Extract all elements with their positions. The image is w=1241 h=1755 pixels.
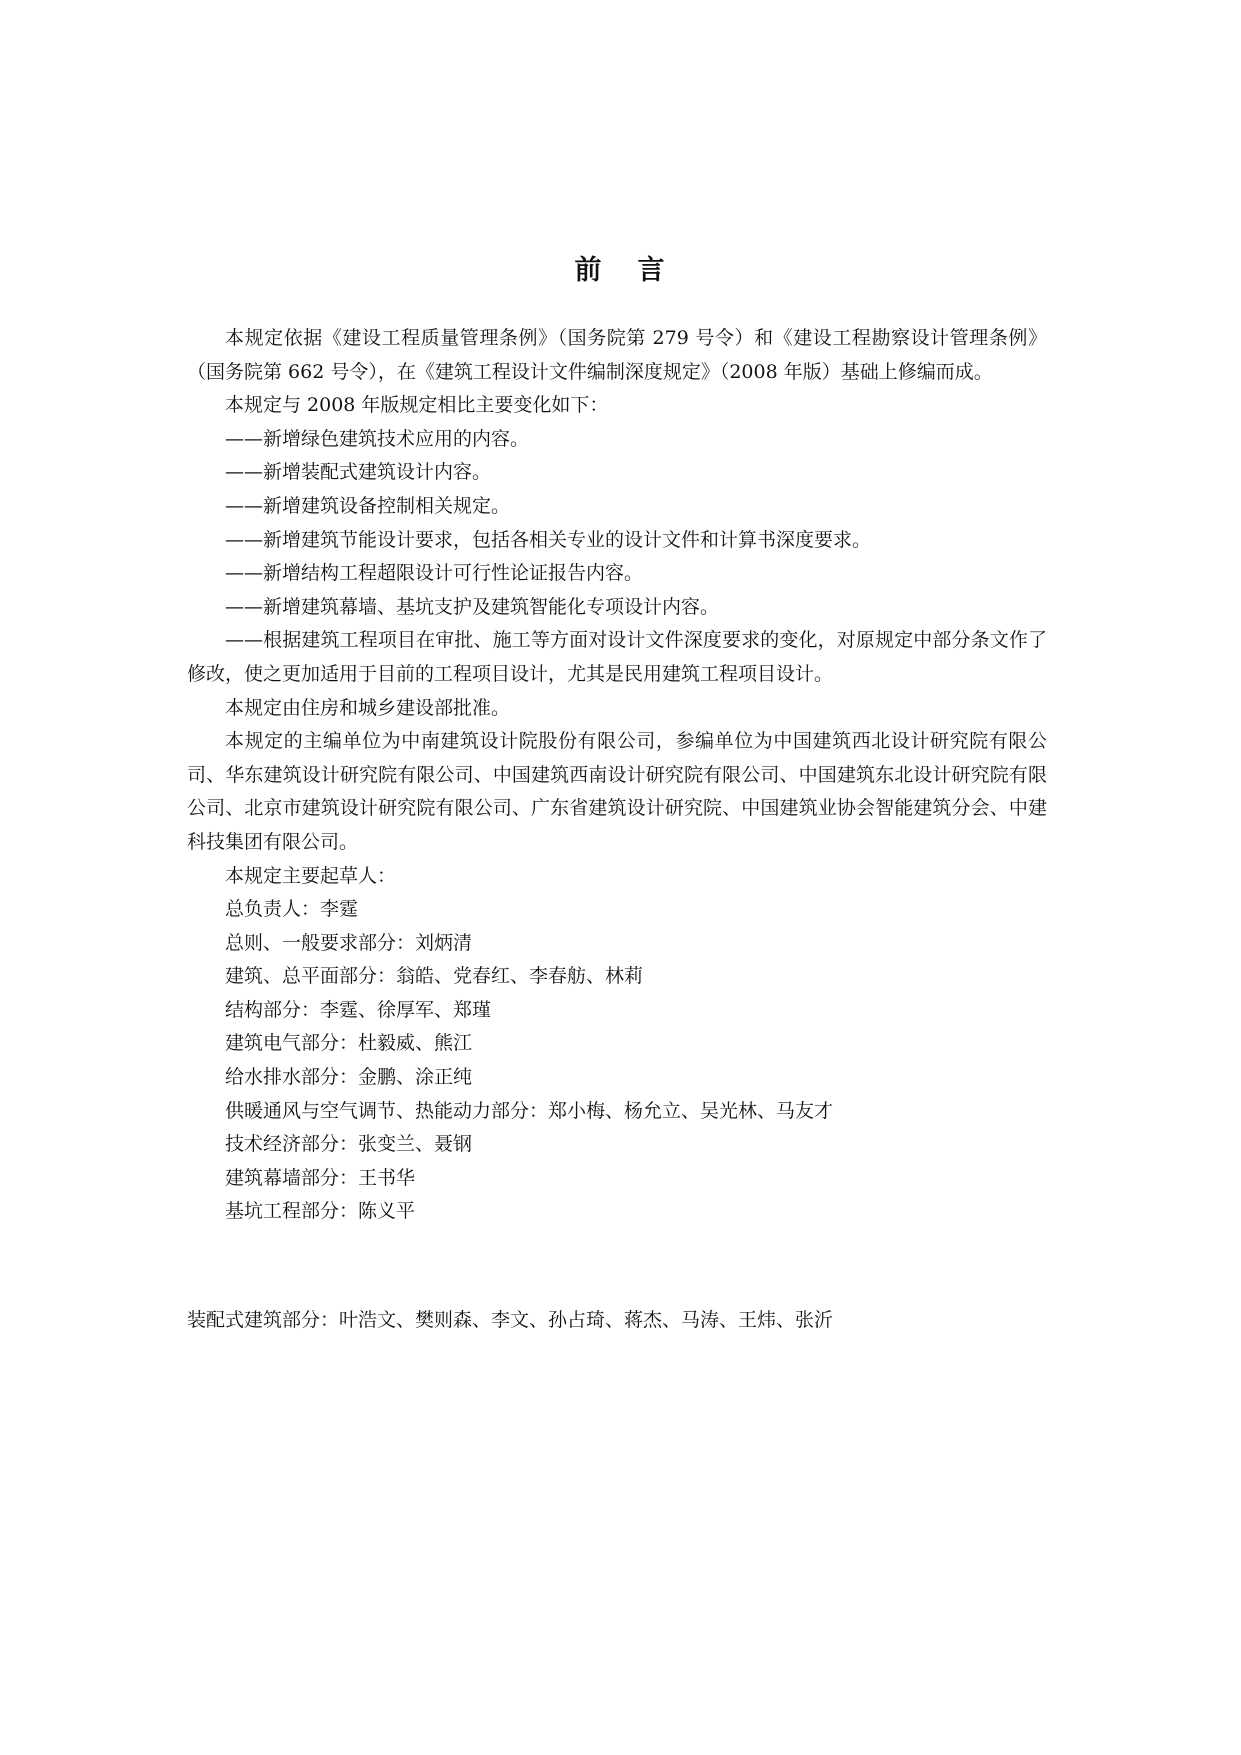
change-item: ——新增建筑节能设计要求，包括各相关专业的设计文件和计算书深度要求。 [225,528,872,551]
change-item: ——新增建筑幕墙、基坑支护及建筑智能化专项设计内容。 [225,595,720,618]
preface-body [187,322,1047,1229]
change-item: ——新增建筑设备控制相关规定。 [225,494,511,517]
drafter-line: 给水排水部分：金鹏、涂正纯 [225,1066,473,1089]
drafter-line: 结构部分：李霆、徐厚军、郑瑾 [225,998,492,1021]
title-char-1: 前 [574,255,604,286]
paragraph-approval: 本规定由住房和城乡建设部批准。 [225,696,511,719]
paragraph-basis: 本规定依据《建设工程质量管理条例》（国务院第 279 号令）和《建设工程勘察设计管理条例》（国务院第 662 号令），在《建筑工程设计文件编制深度规定》（2008 年版）基础上修编而成。 [187,327,1047,383]
change-item: ——根据建筑工程项目在审批、施工等方面对设计文件深度要求的变化，对原规定中部分条文作了修改，使之更加适用于目前的工程项目设计，尤其是民用建筑工程项目设计。 [187,629,1047,685]
drafter-line: 建筑电气部分：杜毅威、熊江 [225,1032,473,1055]
change-item: ——新增装配式建筑设计内容。 [225,461,492,484]
change-item: ——新增结构工程超限设计可行性论证报告内容。 [225,562,644,585]
drafter-line: 供暖通风与空气调节、热能动力部分：郑小梅、杨允立、吴光林、马友才 [225,1099,834,1122]
drafter-line: 建筑、总平面部分：翁皓、党春红、李春舫、林莉 [225,965,644,988]
paragraph-drafters-intro: 本规定主要起草人： [225,864,397,887]
prefab-drafters-line: 装配式建筑部分：叶浩文、樊则森、李文、孙占琦、蒋杰、马涛、王炜、张沂 [187,1309,834,1331]
drafter-line: 总负责人：李霆 [225,898,359,921]
drafter-line: 技术经济部分：张变兰、聂钢 [225,1133,473,1156]
drafter-line: 基坑工程部分：陈义平 [225,1200,416,1223]
title-char-2: 言 [637,255,667,286]
paragraph-changes-intro: 本规定与 2008 年版规定相比主要变化如下： [225,394,609,417]
paragraph-units: 本规定的主编单位为中南建筑设计院股份有限公司，参编单位为中国建筑西北设计研究院有限公司、华东建筑设计研究院有限公司、中国建筑西南设计研究院有限公司、中国建筑东北设计研究院有限公司、北京市建筑设计研究院有限公司、广东省建筑设计研究院、中国建筑业协会智能建筑分会、中建科技集团有限公司。 [187,730,1047,853]
change-item: ——新增绿色建筑技术应用的内容。 [225,427,530,450]
page-title [0,248,1241,287]
drafter-line: 总则、一般要求部分：刘炳清 [225,931,473,954]
drafter-line: 建筑幕墙部分：王书华 [225,1166,416,1189]
